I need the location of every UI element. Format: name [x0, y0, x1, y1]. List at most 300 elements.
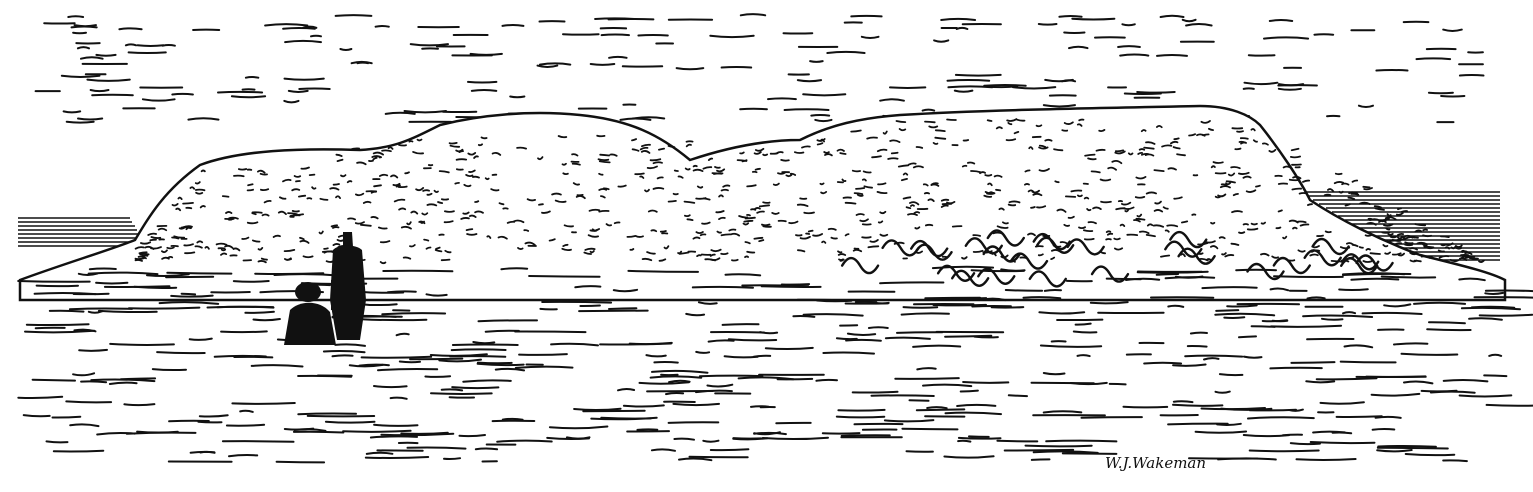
ground-stroke — [121, 378, 155, 379]
hill-stroke — [1177, 154, 1185, 155]
ground-stroke — [1271, 326, 1341, 327]
ground-stroke — [110, 344, 174, 345]
hill-stroke — [687, 219, 692, 220]
hill-stroke — [1471, 258, 1478, 259]
ground-stroke — [1250, 451, 1319, 452]
ground-stroke — [725, 356, 758, 357]
sky-stroke — [67, 122, 94, 123]
hill-stroke — [661, 231, 666, 232]
hill-stroke — [379, 228, 387, 229]
ground-stroke — [762, 286, 821, 287]
hill-stroke — [1366, 235, 1372, 236]
hill-stroke — [1101, 180, 1111, 181]
ground-stroke — [515, 331, 585, 332]
hill-stroke — [738, 160, 747, 161]
sky-stroke — [722, 67, 752, 68]
ground-stroke — [27, 324, 89, 325]
sky-stroke — [890, 87, 925, 88]
sky-stroke — [1157, 55, 1187, 56]
hill-stroke — [963, 166, 967, 167]
ground-stroke — [503, 419, 523, 420]
hill-stroke — [760, 205, 769, 206]
sky-stroke — [1118, 46, 1140, 47]
hill-stroke — [1084, 230, 1092, 231]
ground-stroke — [542, 302, 611, 303]
ground-stroke — [497, 441, 552, 442]
hill-stroke — [248, 184, 253, 185]
sky-stroke — [68, 16, 83, 17]
ground-stroke — [1024, 297, 1061, 298]
hill-stroke — [252, 213, 256, 214]
hill-stroke — [459, 151, 463, 152]
ground-stroke — [1475, 297, 1533, 298]
ground-stroke — [444, 458, 460, 459]
sky-stroke — [595, 18, 634, 19]
hill-stroke — [1010, 201, 1020, 202]
ground-stroke — [362, 357, 432, 358]
hill-stroke — [721, 253, 727, 254]
hill-stroke — [590, 210, 600, 211]
ground-stroke — [880, 282, 943, 283]
hill-stroke — [482, 137, 487, 138]
hill-stroke — [310, 175, 315, 176]
hill-stroke — [868, 246, 878, 247]
hill-stroke — [1167, 225, 1177, 226]
hill-stroke — [755, 208, 760, 209]
hill-stroke — [1279, 210, 1282, 211]
ground-stroke — [910, 400, 929, 401]
hill-stroke — [374, 185, 381, 186]
hill-stroke — [714, 173, 723, 174]
ground-stroke — [382, 313, 445, 314]
hill-stroke — [307, 198, 311, 199]
hill-stroke — [552, 194, 561, 195]
ground-stroke — [227, 425, 264, 426]
hill-stroke — [297, 214, 304, 215]
ground-stroke — [1351, 279, 1398, 280]
hill-stroke — [599, 174, 603, 175]
hill-stroke — [1055, 181, 1058, 182]
hill-stroke — [759, 240, 763, 241]
hill-stroke — [618, 186, 625, 187]
hill-stroke — [779, 221, 786, 222]
ground-stroke — [324, 351, 365, 352]
ground-stroke — [823, 353, 874, 354]
ground-stroke — [1394, 343, 1427, 344]
hill-stroke — [1085, 198, 1089, 199]
hill-stroke — [455, 183, 459, 184]
ground-stroke — [1224, 317, 1244, 318]
hill-stroke — [1045, 140, 1051, 141]
hill-stroke — [382, 150, 391, 151]
hill-stroke — [1405, 245, 1412, 246]
ground-stroke — [1373, 429, 1395, 430]
hill-stroke — [597, 136, 604, 137]
ground-stroke — [963, 382, 1008, 383]
ground-stroke — [869, 327, 888, 328]
ground-stroke — [1406, 454, 1455, 455]
sky-stroke — [948, 80, 990, 81]
hill-stroke — [563, 173, 568, 174]
ground-stroke — [200, 415, 228, 416]
ground-stroke — [958, 441, 970, 442]
hill-stroke — [729, 230, 735, 231]
ground-stroke — [1217, 424, 1241, 425]
hill-stroke — [1298, 221, 1306, 222]
hill-stroke — [1241, 138, 1248, 139]
ground-stroke — [1185, 356, 1242, 357]
hill-stroke — [1214, 162, 1223, 163]
ground-stroke — [957, 405, 995, 406]
hill-stroke — [820, 183, 823, 184]
ground-stroke — [696, 352, 709, 353]
hill-stroke — [888, 158, 897, 159]
ground-stroke — [945, 336, 991, 337]
hill-stroke — [1009, 205, 1016, 206]
ground-stroke — [1252, 326, 1275, 327]
hill-stroke — [1092, 171, 1100, 172]
sky-stroke — [1072, 19, 1114, 20]
sky-stroke — [1460, 75, 1484, 76]
ground-stroke — [442, 389, 462, 390]
hill-stroke — [1371, 253, 1381, 254]
hill-stroke — [1292, 189, 1301, 190]
hill-stroke — [136, 260, 143, 261]
ground-stroke — [478, 363, 512, 364]
hill-stroke — [1410, 237, 1418, 238]
hill-stroke — [1154, 170, 1163, 171]
sky-stroke — [602, 34, 629, 35]
sky-stroke — [1244, 88, 1254, 89]
ground-stroke — [221, 331, 267, 332]
sky-stroke — [811, 115, 829, 116]
ground-stroke — [343, 431, 411, 432]
ground-stroke — [452, 387, 498, 388]
hill-stroke — [223, 196, 229, 197]
ground-stroke — [367, 453, 393, 454]
sky-stroke — [1270, 20, 1292, 21]
sky-stroke — [810, 61, 823, 62]
hill-stroke — [809, 231, 813, 232]
hill-stroke — [293, 211, 299, 212]
hill-stroke — [450, 143, 457, 144]
hill-stroke — [423, 190, 429, 191]
hill-stroke — [615, 222, 620, 223]
hill-stroke — [324, 248, 328, 249]
ground-stroke — [1427, 329, 1470, 330]
ground-stroke — [904, 307, 938, 308]
ground-stroke — [201, 452, 215, 453]
hill-stroke — [772, 213, 779, 214]
ground-stroke — [600, 344, 671, 345]
hill-stroke — [1308, 204, 1312, 205]
hill-stroke — [304, 256, 313, 257]
hill-stroke — [1291, 157, 1300, 158]
ground-stroke — [223, 441, 294, 442]
hill-stroke — [715, 167, 720, 168]
sky-stroke — [96, 55, 115, 56]
hill-stroke — [1326, 231, 1331, 232]
hill-stroke — [261, 174, 267, 175]
ground-stroke — [1317, 378, 1377, 379]
sky-stroke — [1314, 34, 1333, 35]
hill-stroke — [604, 188, 609, 189]
sky-stroke — [218, 92, 262, 93]
hill-stroke — [427, 194, 431, 195]
hill-stroke — [1423, 235, 1431, 236]
sky-stroke — [1122, 24, 1134, 25]
ground-stroke — [35, 293, 96, 294]
sky-stroke — [138, 45, 164, 46]
sky-stroke — [984, 85, 1025, 86]
ground-stroke — [1263, 320, 1287, 321]
ground-stroke — [486, 331, 519, 332]
ground-stroke — [240, 411, 253, 412]
ground-stroke — [519, 354, 567, 355]
hill-stroke — [427, 204, 436, 205]
hill-stroke — [1262, 223, 1266, 224]
hill-stroke — [627, 236, 634, 237]
hill-stroke — [1441, 236, 1449, 237]
hill-stroke — [717, 232, 721, 233]
ground-stroke — [726, 274, 761, 275]
hill-stroke — [872, 156, 881, 157]
ground-stroke — [669, 422, 719, 423]
hill-stroke — [763, 155, 767, 156]
ground-stroke — [1487, 405, 1533, 406]
hill-stroke — [467, 229, 473, 230]
hill-stroke — [1017, 120, 1024, 121]
hill-stroke — [1467, 257, 1470, 258]
hill-stroke — [445, 221, 453, 222]
hill-stroke — [1031, 207, 1035, 208]
ground-stroke — [378, 369, 437, 370]
ground-stroke — [1173, 405, 1222, 406]
hill-stroke — [287, 259, 292, 260]
ground-stroke — [333, 355, 353, 356]
ground-stroke — [624, 405, 664, 406]
hill-stroke — [762, 225, 770, 226]
ground-stroke — [1343, 274, 1411, 275]
sky-stroke — [126, 44, 136, 45]
ground-stroke — [1339, 289, 1368, 290]
hill-stroke — [763, 226, 771, 227]
ground-stroke — [198, 422, 221, 423]
ground-stroke — [1308, 297, 1325, 298]
ground-stroke — [410, 359, 462, 360]
hill-stroke — [1310, 255, 1318, 256]
ground-stroke — [245, 312, 274, 313]
hill-stroke — [1140, 149, 1145, 150]
sky-stroke — [172, 94, 193, 95]
ground-stroke — [129, 308, 200, 309]
hill-stroke — [438, 202, 442, 203]
ground-stroke — [1032, 459, 1050, 460]
ground-stroke — [70, 309, 132, 310]
hill-stroke — [517, 148, 526, 149]
hill-stroke — [1360, 247, 1363, 248]
ground-stroke — [371, 436, 417, 437]
artist-signature: W.J.Wakeman — [1105, 454, 1207, 472]
ground-stroke — [723, 324, 759, 325]
ground-stroke — [1480, 315, 1533, 316]
hill-stroke — [925, 193, 929, 194]
ground-stroke — [969, 436, 989, 437]
hill-stroke — [1136, 219, 1144, 220]
hill-stroke — [599, 211, 608, 212]
hill-stroke — [1441, 244, 1446, 245]
hill-stroke — [262, 259, 267, 260]
hill-stroke — [1144, 148, 1154, 149]
hill-stroke — [1097, 150, 1105, 151]
hill-stroke — [1300, 193, 1306, 194]
ground-stroke — [105, 286, 170, 287]
ground-stroke — [400, 362, 420, 363]
ground-stroke — [709, 340, 734, 341]
ground-stroke — [766, 348, 813, 349]
hill-stroke — [1066, 196, 1075, 197]
ground-stroke — [127, 433, 196, 434]
hill-stroke — [1037, 125, 1042, 126]
ground-stroke — [1124, 407, 1168, 408]
ground-stroke — [1378, 448, 1448, 449]
sky-stroke — [472, 90, 497, 91]
hill-stroke — [795, 152, 804, 153]
hill-stroke — [917, 147, 923, 148]
hill-stroke — [1352, 193, 1358, 194]
sky-stroke — [957, 28, 968, 29]
hill-stroke — [1107, 231, 1111, 232]
hill-stroke — [964, 140, 969, 141]
ground-stroke — [374, 386, 407, 387]
hill-stroke — [763, 202, 769, 203]
ground-stroke — [961, 391, 978, 392]
ground-stroke — [255, 273, 323, 274]
hill-stroke — [445, 211, 454, 212]
hill-stroke — [973, 235, 980, 236]
hill-stroke — [418, 140, 422, 141]
hill-stroke — [781, 160, 789, 161]
ground-stroke — [1460, 395, 1512, 396]
hill-stroke — [839, 254, 846, 255]
ground-stroke — [751, 406, 769, 407]
hill-stroke — [902, 179, 907, 180]
sky-stroke — [163, 45, 175, 46]
ground-stroke — [547, 438, 589, 439]
hill-stroke — [985, 175, 991, 176]
hill-stroke — [1054, 149, 1062, 150]
hill-stroke — [740, 152, 744, 153]
hill-stroke — [831, 238, 837, 239]
ground-stroke — [823, 433, 860, 434]
ground-stroke — [1363, 313, 1422, 314]
ground-stroke — [842, 435, 890, 436]
ground-stroke — [1341, 362, 1396, 363]
ground-stroke — [501, 268, 527, 269]
ground-stroke — [902, 429, 957, 430]
ground-stroke — [1236, 270, 1276, 271]
hill-stroke — [168, 257, 172, 258]
hill-stroke — [467, 234, 476, 235]
hill-stroke — [846, 203, 856, 204]
ground-stroke — [1026, 446, 1092, 447]
ground-stroke — [1297, 459, 1356, 460]
ground-stroke — [1270, 368, 1321, 369]
hill-stroke — [1339, 192, 1342, 193]
hill-stroke — [853, 171, 860, 172]
ground-stroke — [277, 462, 325, 463]
sky-stroke — [471, 54, 502, 55]
hill-stroke — [840, 153, 845, 154]
sky-stroke — [827, 52, 864, 53]
hill-stroke — [1116, 150, 1123, 151]
hill-stroke — [1423, 230, 1427, 231]
ground-stroke — [1239, 336, 1256, 337]
hill-stroke — [732, 260, 738, 261]
hill-stroke — [167, 248, 174, 249]
hill-stroke — [942, 200, 949, 201]
ground-stroke — [583, 411, 644, 412]
hill-stroke — [136, 258, 145, 259]
hill-stroke — [654, 188, 664, 189]
hill-stroke — [261, 189, 268, 190]
ground-stroke — [628, 271, 698, 272]
hill-stroke — [1248, 229, 1258, 230]
sky-stroke — [91, 90, 109, 91]
hill-stroke — [334, 184, 339, 185]
hill-stroke — [348, 181, 352, 182]
ground-stroke — [294, 432, 344, 433]
ground-stroke — [153, 369, 186, 370]
hill-stroke — [926, 225, 932, 226]
hill-stroke — [654, 162, 663, 163]
ground-stroke — [711, 449, 749, 450]
hill-stroke — [563, 164, 567, 165]
hill-stroke — [635, 174, 644, 175]
hill-stroke — [1396, 243, 1402, 244]
hill-stroke — [925, 122, 935, 123]
ground-stroke — [99, 311, 157, 312]
hill-stroke — [856, 188, 864, 189]
hill-stroke — [935, 138, 945, 139]
ground-stroke — [479, 320, 538, 321]
ground-stroke — [54, 451, 104, 452]
ground-stroke — [285, 429, 314, 430]
sky-stroke — [232, 96, 265, 97]
ground-stroke — [1188, 346, 1207, 347]
ground-stroke — [1382, 277, 1436, 278]
hill-stroke — [996, 190, 1000, 191]
hill-stroke — [398, 187, 406, 188]
hill-stroke — [600, 161, 610, 162]
ground-stroke — [729, 339, 776, 340]
ground-stroke — [53, 417, 81, 418]
sky-stroke — [78, 119, 102, 120]
ground-stroke — [1046, 441, 1116, 442]
ground-stroke — [575, 286, 600, 287]
ground-stroke — [666, 393, 683, 394]
ground-stroke — [450, 356, 505, 357]
ground-stroke — [81, 381, 106, 382]
hill-stroke — [151, 237, 160, 238]
hill-stroke — [754, 238, 762, 239]
ground-stroke — [374, 425, 417, 426]
sky-stroke — [798, 80, 821, 81]
ground-stroke — [361, 319, 426, 320]
hill-stroke — [1071, 191, 1081, 192]
hill-stroke — [196, 190, 205, 191]
hill-stroke — [202, 171, 205, 172]
